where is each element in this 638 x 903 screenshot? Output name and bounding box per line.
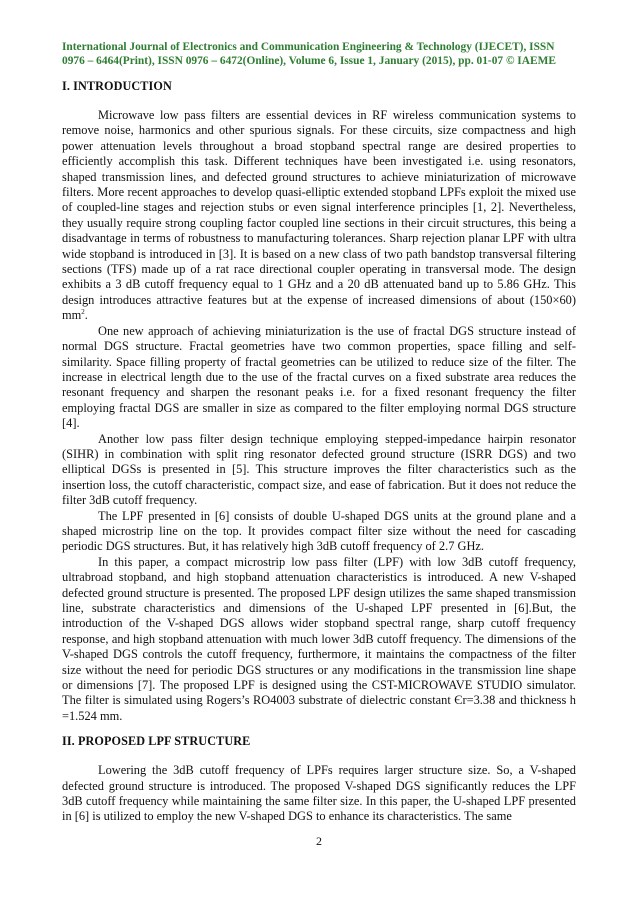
intro-paragraph-1: [62, 108, 576, 324]
section-heading-introduction: I. INTRODUCTION: [62, 79, 172, 93]
intro-paragraph-1-text: Microwave low pass filters are essential devices in RF wireless communication systems to remove noise, harmonics and other spurious signals. For these circuits, size compactness and high power attenuation levels throughout a broad stopband spectral range are desired properties to efficiently accomplish this task. Different techniques have been investigated i.e. using resonators, shaped transmission lines, and defected ground structures to achieve miniaturization of microwave filters. More recent approaches to develop quasi-elliptic extended stopband LPFs exploit the mixed use of coupled-line stages and rejection stubs or even signal interference principles [1, 2]. Nevertheless, they usually require strong coupling factor coupled line sections in their circuit structures, this being a disadvantage in terms of robustness to manufacturing tolerances. Sharp rejection planar LPF with ultra wide stopband is introduced in [3]. It is based on a new class of two path bandstop transversal filtering sections (TFS) made up of a rat race directional coupler operating in transversal mode. The design exhibits a 3 dB cutoff frequency equal to 1 GHz and a 20 dB attenuated band up to 5.86 GHz. This design introduces attractive features but at the expense of increased dimensions of about (150×60) mm: [62, 108, 576, 323]
intro-paragraph-4: The LPF presented in [6] consists of double U-shaped DGS units at the ground plane and a shaped microstrip line on the top. It provides compact filter size without the need for cascading periodic DGS structures. But, it has relatively high 3dB cutoff frequency of 2.7 GHz.: [62, 508, 576, 554]
intro-paragraph-3: Another low pass filter design technique employing stepped-impedance hairpin resonator (SIHR) in combination with split ring resonator defected ground structure (ISRR DGS) and two elliptical DGSs is presented in [5]. This structure improves the filter characteristics such as the insertion loss, the cutoff characteristic, compact size, and ease of fabrication. But it does not reduce the filter 3dB cutoff frequency.: [62, 431, 576, 508]
section-heading-proposed-lpf: II. PROPOSED LPF STRUCTURE: [62, 734, 251, 749]
page-number: 2: [316, 834, 322, 848]
intro-paragraph-5: In this paper, a compact microstrip low pass filter (LPF) with low 3dB cutoff frequency, ultrabroad stopband, and high stopband attenuation characteristics is introduced. A new V-shaped defected ground structure is presented. The proposed LPF design utilizes the same shaped transmission line, substrate characteristics and dimensions of the U-shaped LPF presented in [6].But, the introduction of the V-shaped DGS allows wider stopband spectral range, sharp cutoff frequency response, and high stopband attenuation with much lower 3dB cutoff frequency. The dimensions of the V-shaped DGS controls the cutoff frequency, furthermore, it maintains the compactness of the filter size without the need for periodic DGS structures or any modifications in the transmission line shape or dimensions [7]. The proposed LPF is designed using the CST-MICROWAVE STUDIO simulator. The filter is simulated using Rogers’s RO4003 substrate of dielectric constant Єr=3.38 and thickness h =1.524 mm.: [62, 554, 576, 723]
intro-paragraph-1-end: .: [84, 308, 88, 323]
journal-header: International Journal of Electronics and Communication Engineering & Technology (IJECET), ISSN 0976 – 6464(Print), ISSN 0976 – 6472(Online), Volume 6, Issue 1, January (2015), pp. 01-07 © IAEME: [62, 41, 556, 67]
structure-paragraph-1: Lowering the 3dB cutoff frequency of LPFs requires larger structure size. So, a V-shaped defected ground structure is introduced. The proposed V-shaped DGS significantly reduces the LPF 3dB cutoff frequency while maintaining the same filter size. In this paper, the U-shaped LPF presented in [6] is utilized to employ the new V-shaped DGS to enhance its characteristics. The same: [62, 763, 576, 824]
intro-paragraph-2: One new approach of achieving miniaturization is the use of fractal DGS structure instead of normal DGS structure. Fractal geometries have two common properties, space filling and self-similarity. Space filling property of fractal geometries can be utilized to reduce size of the filter. The increase in electrical length due to the use of the fractal curves on a fixed substrate area reduces the resonant frequency and sharpen the resonant peaks i.e. for a fixed resonant frequency the filter employing fractal DGS are smaller in size as compared to the filter employing normal DGS structure [4].: [62, 323, 576, 431]
superscript-2: 2: [81, 308, 85, 317]
